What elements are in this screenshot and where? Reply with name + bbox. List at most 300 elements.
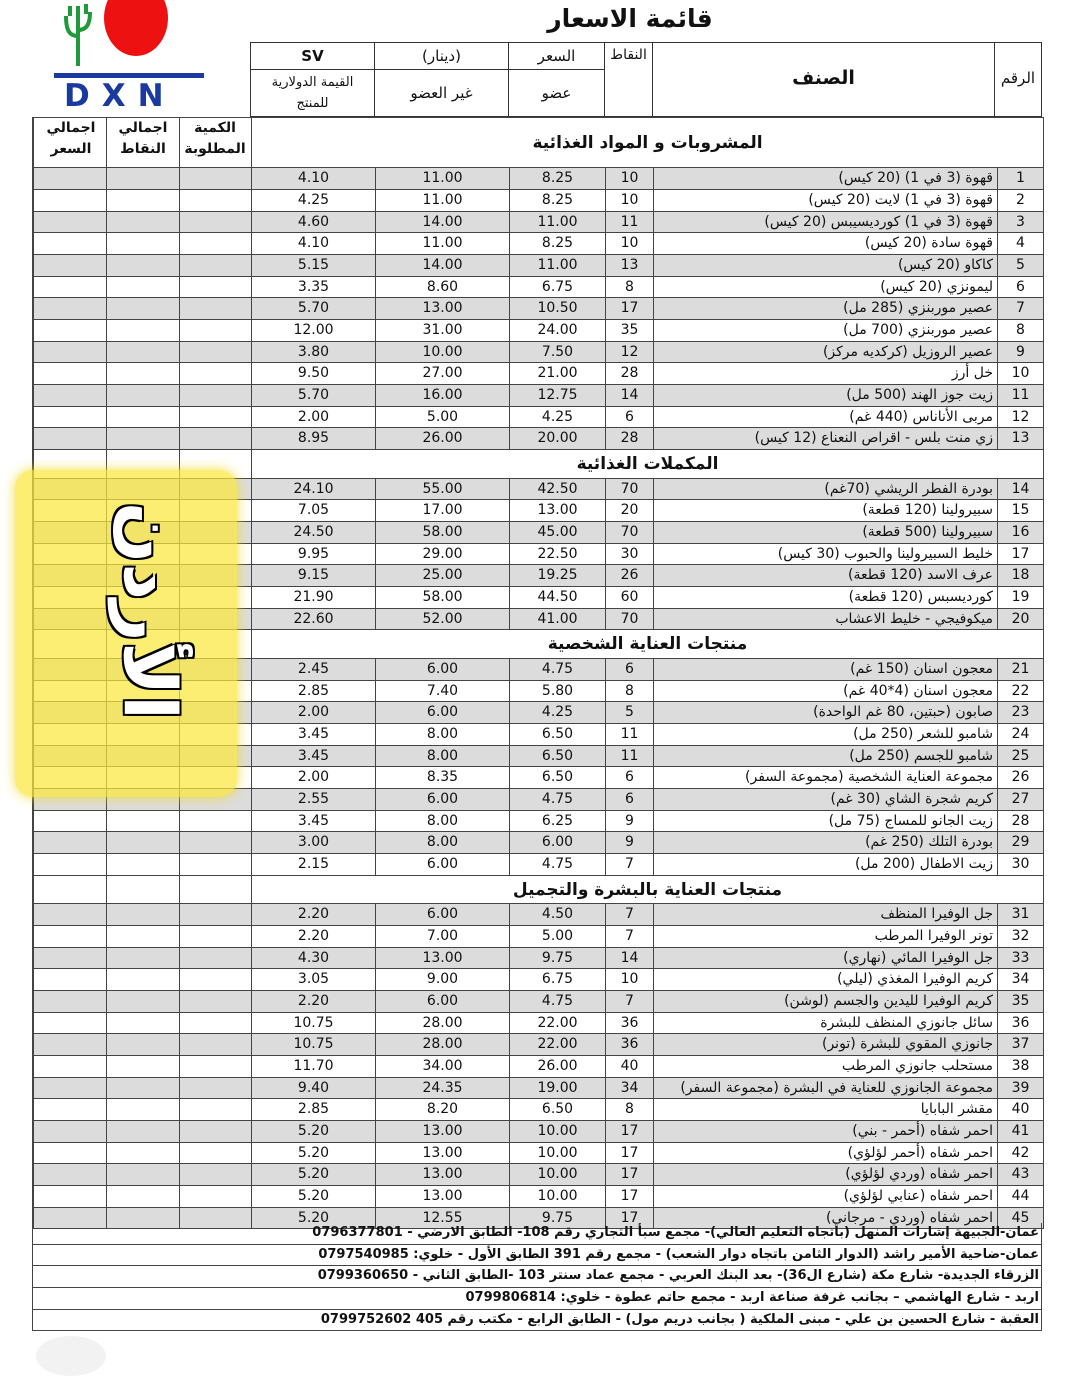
total-cell (179, 118, 251, 167)
sv-value: 4.25 (251, 190, 375, 211)
item-name: مستحلب جانوزي المرطب (653, 1056, 997, 1077)
quantity-input[interactable] (179, 1186, 251, 1207)
header-name: الصنف (792, 67, 855, 89)
quantity-input[interactable] (179, 904, 251, 925)
table-row (33, 212, 1043, 234)
item-number: 38 (997, 1056, 1043, 1077)
table-row (33, 1099, 1043, 1121)
table-row (33, 190, 1043, 212)
table-row (33, 1013, 1043, 1035)
item-points: 34 (605, 1078, 653, 1099)
total-price-cell (33, 811, 106, 832)
item-number: 28 (997, 811, 1043, 832)
header-price-cell (508, 42, 605, 70)
sv-value: 4.60 (251, 212, 375, 233)
header-num: الرقم (1000, 69, 1036, 87)
nonmember-price: 52.00 (375, 609, 509, 630)
total-cell (33, 876, 106, 904)
member-price: 10.50 (509, 298, 605, 319)
total-price-cell (33, 1164, 106, 1185)
item-number: 24 (997, 724, 1043, 745)
item-points: 17 (605, 298, 653, 319)
member-price: 6.75 (509, 277, 605, 298)
quantity-input[interactable] (179, 948, 251, 969)
table-row (33, 1143, 1043, 1165)
member-price: 41.00 (509, 609, 605, 630)
total-points-cell (106, 904, 179, 925)
sv-value: 9.15 (251, 565, 375, 586)
header-nonmember: غير العضو (410, 84, 473, 102)
item-number: 36 (997, 1013, 1043, 1034)
item-points: 8 (605, 681, 653, 702)
table-row (33, 407, 1043, 429)
item-name: جل الوفيرا المنظف (653, 904, 997, 925)
section-title-text: المكملات الغذائية (576, 453, 719, 474)
total-price-cell (33, 854, 106, 875)
item-name: ليمونزي (20 كيس) (653, 277, 997, 298)
header-quantity: الكمية المطلوبة (184, 120, 246, 157)
nonmember-price: 5.00 (375, 407, 509, 428)
item-points: 17 (605, 1121, 653, 1142)
nonmember-price: 8.60 (375, 277, 509, 298)
total-price-cell (33, 991, 106, 1012)
item-number: 32 (997, 926, 1043, 947)
member-price: 7.50 (509, 342, 605, 363)
item-name: قهوة (3 في 1) (20 كيس) (653, 168, 997, 189)
nonmember-price: 16.00 (375, 385, 509, 406)
total-price-cell (33, 1186, 106, 1207)
item-points: 70 (605, 522, 653, 543)
item-points: 6 (605, 789, 653, 810)
quantity-input[interactable] (179, 926, 251, 947)
table-row (33, 428, 1043, 450)
quantity-input[interactable] (179, 255, 251, 276)
branches-list (32, 1223, 1042, 1331)
total-points-cell (106, 190, 179, 211)
total-price-cell (33, 1056, 106, 1077)
table-row (33, 1164, 1043, 1186)
item-name: كريم شجرة الشاي (30 غم) (653, 789, 997, 810)
member-price: 11.00 (509, 255, 605, 276)
item-name: جل الوفيرا المائي (نهاري) (653, 948, 997, 969)
total-points-cell (106, 342, 179, 363)
sv-value: 2.00 (251, 407, 375, 428)
table-row (33, 363, 1043, 385)
total-points-cell (106, 428, 179, 449)
total-price-cell (33, 832, 106, 853)
total-price-cell (33, 233, 106, 254)
item-number: 14 (997, 479, 1043, 500)
item-points: 70 (605, 479, 653, 500)
member-price: 21.00 (509, 363, 605, 384)
sv-value: 2.00 (251, 702, 375, 723)
nonmember-price: 34.00 (375, 1056, 509, 1077)
nonmember-price: 26.00 (375, 428, 509, 449)
sv-value: 2.20 (251, 991, 375, 1012)
total-points-cell (106, 1034, 179, 1055)
member-price: 9.75 (509, 948, 605, 969)
item-name: خل أرز (653, 363, 997, 384)
sv-value: 3.35 (251, 277, 375, 298)
nonmember-price: 13.00 (375, 1164, 509, 1185)
item-points: 36 (605, 1013, 653, 1034)
header-sv-sub-cell (250, 69, 375, 117)
header-member: عضو (541, 84, 572, 102)
item-points: 26 (605, 565, 653, 586)
sv-value: 3.45 (251, 724, 375, 745)
item-number: 6 (997, 277, 1043, 298)
total-cell (106, 876, 179, 904)
item-name: قهوة (3 في 1) كورديسيبس (20 كيس) (653, 212, 997, 233)
nonmember-price: 13.00 (375, 1186, 509, 1207)
item-name: شامبو للجسم (250 مل) (653, 746, 997, 767)
total-price-cell (33, 168, 106, 189)
total-points-cell (106, 1164, 179, 1185)
sv-value: 2.15 (251, 854, 375, 875)
quantity-input[interactable] (179, 277, 251, 298)
member-price: 10.00 (509, 1143, 605, 1164)
item-points: 12 (605, 342, 653, 363)
table-row (33, 926, 1043, 948)
sv-value: 2.85 (251, 681, 375, 702)
item-points: 10 (605, 168, 653, 189)
total-points-cell (106, 1186, 179, 1207)
quantity-input[interactable] (179, 832, 251, 853)
sv-value: 21.90 (251, 587, 375, 608)
item-points: 9 (605, 811, 653, 832)
sv-value: 5.20 (251, 1208, 375, 1229)
item-number: 18 (997, 565, 1043, 586)
item-points: 60 (605, 587, 653, 608)
item-name: مقشر البابايا (653, 1099, 997, 1120)
member-price: 26.00 (509, 1056, 605, 1077)
item-number: 31 (997, 904, 1043, 925)
table-row (33, 1186, 1043, 1208)
table-row (33, 233, 1043, 255)
item-number: 15 (997, 500, 1043, 521)
member-price: 24.00 (509, 320, 605, 341)
quantity-input[interactable] (179, 1013, 251, 1034)
item-name: مجموعة الجانوزي للعناية في البشرة (مجموعة السفر) (653, 1078, 997, 1099)
table-row (33, 1034, 1043, 1056)
item-name: احمر شفاه (وردي لؤلؤي) (653, 1164, 997, 1185)
nonmember-price: 11.00 (375, 233, 509, 254)
nonmember-price: 6.00 (375, 854, 509, 875)
item-name: كريم الوفيرا لليدين والجسم (لوشن) (653, 991, 997, 1012)
table-row (33, 904, 1043, 926)
member-price: 22.50 (509, 544, 605, 565)
header-points: النقاط (610, 47, 647, 63)
total-price-cell (33, 277, 106, 298)
item-number: 11 (997, 385, 1043, 406)
jordan-label: الأردن (108, 501, 192, 720)
item-points: 36 (605, 1034, 653, 1055)
item-name: معجون اسنان (150 غم) (653, 659, 997, 680)
nonmember-price: 28.00 (375, 1034, 509, 1055)
total-points-cell (106, 1056, 179, 1077)
quantity-input[interactable] (179, 320, 251, 341)
nonmember-price: 13.00 (375, 1143, 509, 1164)
total-price-cell (33, 1034, 106, 1055)
item-name: تونر الوفيرا المرطب (653, 926, 997, 947)
quantity-input[interactable] (179, 1034, 251, 1055)
item-number: 44 (997, 1186, 1043, 1207)
total-price-cell (33, 320, 106, 341)
sv-value: 9.95 (251, 544, 375, 565)
nonmember-price: 58.00 (375, 522, 509, 543)
section-header (33, 118, 1043, 168)
quantity-input[interactable] (179, 363, 251, 384)
item-points: 10 (605, 233, 653, 254)
member-price: 4.75 (509, 659, 605, 680)
item-name: قهوة سادة (20 كيس) (653, 233, 997, 254)
sv-value: 8.95 (251, 428, 375, 449)
item-points: 28 (605, 363, 653, 384)
total-points-cell (106, 854, 179, 875)
sv-value: 2.45 (251, 659, 375, 680)
total-points-cell (106, 385, 179, 406)
item-points: 11 (605, 746, 653, 767)
item-name: شامبو للشعر (250 مل) (653, 724, 997, 745)
item-name: خليط السبيرولينا والحبوب (30 كيس) (653, 544, 997, 565)
item-number: 19 (997, 587, 1043, 608)
item-number: 37 (997, 1034, 1043, 1055)
item-number: 13 (997, 428, 1043, 449)
item-points: 7 (605, 904, 653, 925)
quantity-input[interactable] (179, 1164, 251, 1185)
item-name: عصير موربنزي (285 مل) (653, 298, 997, 319)
table-row (33, 385, 1043, 407)
table-row (33, 832, 1043, 854)
member-price: 8.25 (509, 233, 605, 254)
header-total-price: اجمالي السعر (46, 120, 96, 157)
member-price: 22.00 (509, 1034, 605, 1055)
member-price: 6.75 (509, 969, 605, 990)
quantity-input[interactable] (179, 168, 251, 189)
item-number: 41 (997, 1121, 1043, 1142)
apple-mark (104, 0, 168, 56)
sv-value: 2.85 (251, 1099, 375, 1120)
item-points: 17 (605, 1208, 653, 1229)
item-name: احمر شفاه (أحمر لؤلؤي) (653, 1143, 997, 1164)
item-points: 14 (605, 385, 653, 406)
member-price: 6.25 (509, 811, 605, 832)
item-number: 34 (997, 969, 1043, 990)
item-points: 7 (605, 854, 653, 875)
item-points: 10 (605, 969, 653, 990)
item-points: 20 (605, 500, 653, 521)
item-number: 4 (997, 233, 1043, 254)
branch-line: اربد - شارع الهاشمي – بجانب غرفة صناعة اربد - مجمع حاتم عطوة - خلوي: 0799806814 (32, 1288, 1042, 1310)
nonmember-price: 14.00 (375, 255, 509, 276)
sv-value: 2.00 (251, 767, 375, 788)
quantity-input[interactable] (179, 1078, 251, 1099)
item-number: 27 (997, 789, 1043, 810)
nonmember-price: 6.00 (375, 659, 509, 680)
table-row (33, 948, 1043, 970)
item-points: 6 (605, 659, 653, 680)
member-price: 8.25 (509, 190, 605, 211)
sv-value: 7.05 (251, 500, 375, 521)
nonmember-price: 13.00 (375, 1121, 509, 1142)
item-points: 14 (605, 948, 653, 969)
nonmember-price: 9.00 (375, 969, 509, 990)
quantity-input[interactable] (179, 428, 251, 449)
member-price: 22.00 (509, 1013, 605, 1034)
quantity-input[interactable] (179, 811, 251, 832)
nonmember-price: 55.00 (375, 479, 509, 500)
member-price: 5.00 (509, 926, 605, 947)
table-row (33, 320, 1043, 342)
sv-value: 5.20 (251, 1121, 375, 1142)
section-title-text: المشروبات و المواد الغذائية (532, 132, 763, 153)
quantity-input[interactable] (179, 854, 251, 875)
item-number: 2 (997, 190, 1043, 211)
total-price-cell (33, 969, 106, 990)
table-row (33, 298, 1043, 320)
member-price: 6.00 (509, 832, 605, 853)
total-cell (179, 876, 251, 904)
quantity-input[interactable] (179, 1143, 251, 1164)
item-name: سبيرولينا (500 قطعة) (653, 522, 997, 543)
total-points-cell (106, 277, 179, 298)
table-row (33, 854, 1043, 876)
total-points-cell (106, 168, 179, 189)
item-number: 8 (997, 320, 1043, 341)
quantity-input[interactable] (179, 190, 251, 211)
quantity-input[interactable] (179, 212, 251, 233)
sv-value: 5.20 (251, 1164, 375, 1185)
item-number: 25 (997, 746, 1043, 767)
item-name: عرف الاسد (120 قطعة) (653, 565, 997, 586)
total-price-cell (33, 1013, 106, 1034)
member-price: 10.00 (509, 1186, 605, 1207)
sv-value: 11.70 (251, 1056, 375, 1077)
item-points: 17 (605, 1143, 653, 1164)
section-title (251, 876, 1043, 904)
header-member-cell (508, 69, 605, 117)
total-points-cell (106, 991, 179, 1012)
total-points-cell (106, 363, 179, 384)
quantity-input[interactable] (179, 233, 251, 254)
nonmember-price: 6.00 (375, 789, 509, 810)
item-points: 10 (605, 190, 653, 211)
item-points: 40 (605, 1056, 653, 1077)
member-price: 9.75 (509, 1208, 605, 1229)
header-name-cell (652, 42, 995, 117)
nonmember-price: 6.00 (375, 991, 509, 1012)
item-name: زيت الجانو للمساج (75 مل) (653, 811, 997, 832)
item-number: 40 (997, 1099, 1043, 1120)
member-price: 4.75 (509, 789, 605, 810)
quantity-input[interactable] (179, 1121, 251, 1142)
item-name: معجون اسنان (4*40 غم) (653, 681, 997, 702)
quantity-input[interactable] (179, 407, 251, 428)
nonmember-price: 14.00 (375, 212, 509, 233)
member-price: 4.75 (509, 991, 605, 1012)
item-number: 23 (997, 702, 1043, 723)
branch-line: الزرقاء الجديدة- شارع مكة (شارع ال36)- بعد البنك العربي - مجمع عماد سنتر 103 -الطابق الثاني - 0799360650 (32, 1266, 1042, 1288)
total-points-cell (106, 926, 179, 947)
total-cell (33, 118, 106, 167)
table-row (33, 277, 1043, 299)
sv-value: 3.45 (251, 746, 375, 767)
quantity-input[interactable] (179, 342, 251, 363)
total-points-cell (106, 969, 179, 990)
total-points-cell (106, 1143, 179, 1164)
member-price: 10.00 (509, 1121, 605, 1142)
nonmember-price: 8.00 (375, 832, 509, 853)
item-name: صابون (حبتين، 80 غم الواحدة) (653, 702, 997, 723)
item-name: زيت جوز الهند (500 مل) (653, 385, 997, 406)
sv-value: 5.20 (251, 1143, 375, 1164)
nonmember-price: 29.00 (375, 544, 509, 565)
item-name: قهوة (3 في 1) لايت (20 كيس) (653, 190, 997, 211)
item-points: 5 (605, 702, 653, 723)
member-price: 4.50 (509, 904, 605, 925)
item-number: 39 (997, 1078, 1043, 1099)
quantity-input[interactable] (179, 991, 251, 1012)
nonmember-price: 8.00 (375, 811, 509, 832)
item-number: 16 (997, 522, 1043, 543)
total-points-cell (106, 233, 179, 254)
item-name: سائل جانوزي المنظف للبشرة (653, 1013, 997, 1034)
total-price-cell (33, 1078, 106, 1099)
quantity-input[interactable] (179, 385, 251, 406)
table-row (33, 969, 1043, 991)
item-name: عصير الروزيل (كركديه مركز) (653, 342, 997, 363)
total-points-cell (106, 832, 179, 853)
nonmember-price: 10.00 (375, 342, 509, 363)
nonmember-price: 28.00 (375, 1013, 509, 1034)
member-price: 5.80 (509, 681, 605, 702)
item-number: 26 (997, 767, 1043, 788)
item-number: 22 (997, 681, 1043, 702)
nonmember-price: 6.00 (375, 702, 509, 723)
total-points-cell (106, 212, 179, 233)
member-price: 13.00 (509, 500, 605, 521)
member-price: 42.50 (509, 479, 605, 500)
item-number: 1 (997, 168, 1043, 189)
brand-name: DXN (64, 78, 176, 114)
member-price: 44.50 (509, 587, 605, 608)
member-price: 12.75 (509, 385, 605, 406)
item-points: 9 (605, 832, 653, 853)
section-title (251, 450, 1043, 478)
quantity-input[interactable] (179, 298, 251, 319)
quantity-input[interactable] (179, 1056, 251, 1077)
member-price: 19.00 (509, 1078, 605, 1099)
page-title: قائمة الاسعار (547, 4, 713, 33)
quantity-input[interactable] (179, 1099, 251, 1120)
quantity-input[interactable] (179, 969, 251, 990)
sv-value: 24.10 (251, 479, 375, 500)
item-name: مجموعة العناية الشخصية (مجموعة السفر) (653, 767, 997, 788)
total-points-cell (106, 407, 179, 428)
member-price: 6.50 (509, 746, 605, 767)
nonmember-price: 13.00 (375, 298, 509, 319)
nonmember-price: 7.40 (375, 681, 509, 702)
item-number: 5 (997, 255, 1043, 276)
sv-value: 3.00 (251, 832, 375, 853)
sv-value: 4.10 (251, 168, 375, 189)
item-points: 8 (605, 277, 653, 298)
total-price-cell (33, 407, 106, 428)
section-title-text: منتجات العناية الشخصية (547, 634, 748, 655)
item-number: 45 (997, 1208, 1043, 1229)
sv-value: 9.50 (251, 363, 375, 384)
item-number: 7 (997, 298, 1043, 319)
